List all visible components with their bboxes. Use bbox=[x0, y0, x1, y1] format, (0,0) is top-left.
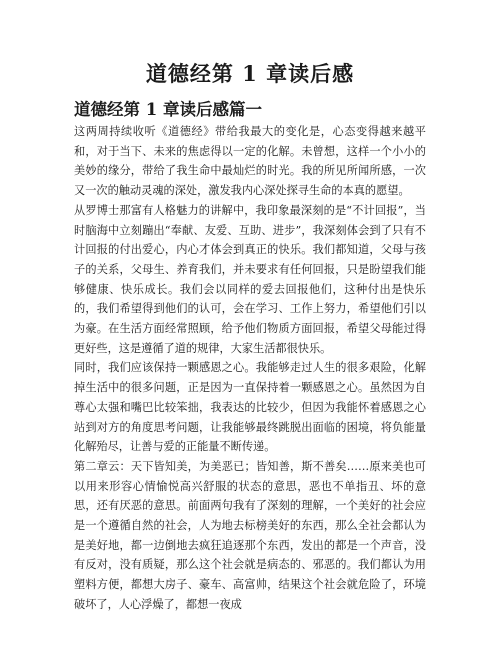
paragraph-1: 这两周持续收听《道德经》带给我最大的变化是，心态变得越来越平和，对于当下、未来的焦虑得以一定的化解。未曾想，这样一个小小的美妙的缘分，带给了我生命中最灿烂的时光。我的所见所闻所感，一次又一次的触动灵魂的深处，激发我内心深处探寻生命的本真的愿望。 bbox=[74, 125, 426, 198]
paragraph-3: 同时，我们应该保持一颗感恩之心。我能够走过人生的很多艰险，化解掉生活中的很多问题，正是因为一直保持着一颗感恩之心。虽然因为自尊心太强和嘴巴比较笨拙，我表达的比较少，但因为我能怀着感恩之心站到对方的角度思考问题，让我能够最终跳脱出面临的困境，将负能量化解殆尽，让善与爱的正能量不断传递。 bbox=[74, 361, 426, 454]
document-body bbox=[74, 122, 426, 615]
section-title: 道德经第 1 章读后感篇一 bbox=[74, 100, 262, 119]
paragraph-4: 第二章云：天下皆知美，为美恶已；皆知善，斯不善矣……原来美也可以用来形容心情愉悦高兴舒服的状态的意思，恶也不单指丑、坏的意思，还有厌恶的意思。前面两句我有了深刻的理解，一个美好的社会应是一个遵循自然的社会，人为地去标榜美好的东西，那么全社会都认为是美好地，都一边倒地去疯狂追逐那个东西，发出的都是一个声音，没有反对，没有质疑，那么这个社会就是病态的、邪恶的。我们都认为用塑料方便，都想大房子、豪车、高富帅，结果这个社会就危险了，环境破坏了，人心浮燥了，都想一夜成 bbox=[74, 459, 426, 611]
paragraph-2: 从罗博士那富有人格魅力的讲解中，我印象最深刻的是“不计回报”，当时脑海中立刻蹦出“奉献、友爱、互助、进步”，我深刻体会到了只有不计回报的付出爱心，内心才体会到真正的快乐。我们都知道，父母与孩子的关系，父母生、养育我们，并未要求有任何回报，只是盼望我们能够健康、快乐成长。我们会以同样的爱去回报他们，这种付出是快乐的，我们希望得到他们的认可，会在学习、工作上努力，希望他们引以为豪。在生活方面经常照顾，给予他们物质方面回报，希望父母能过得更好些，这是遵循了道的规律，大家生活都很快乐。 bbox=[74, 203, 426, 355]
document-title: 道德经第 1 章读后感 bbox=[145, 61, 355, 86]
